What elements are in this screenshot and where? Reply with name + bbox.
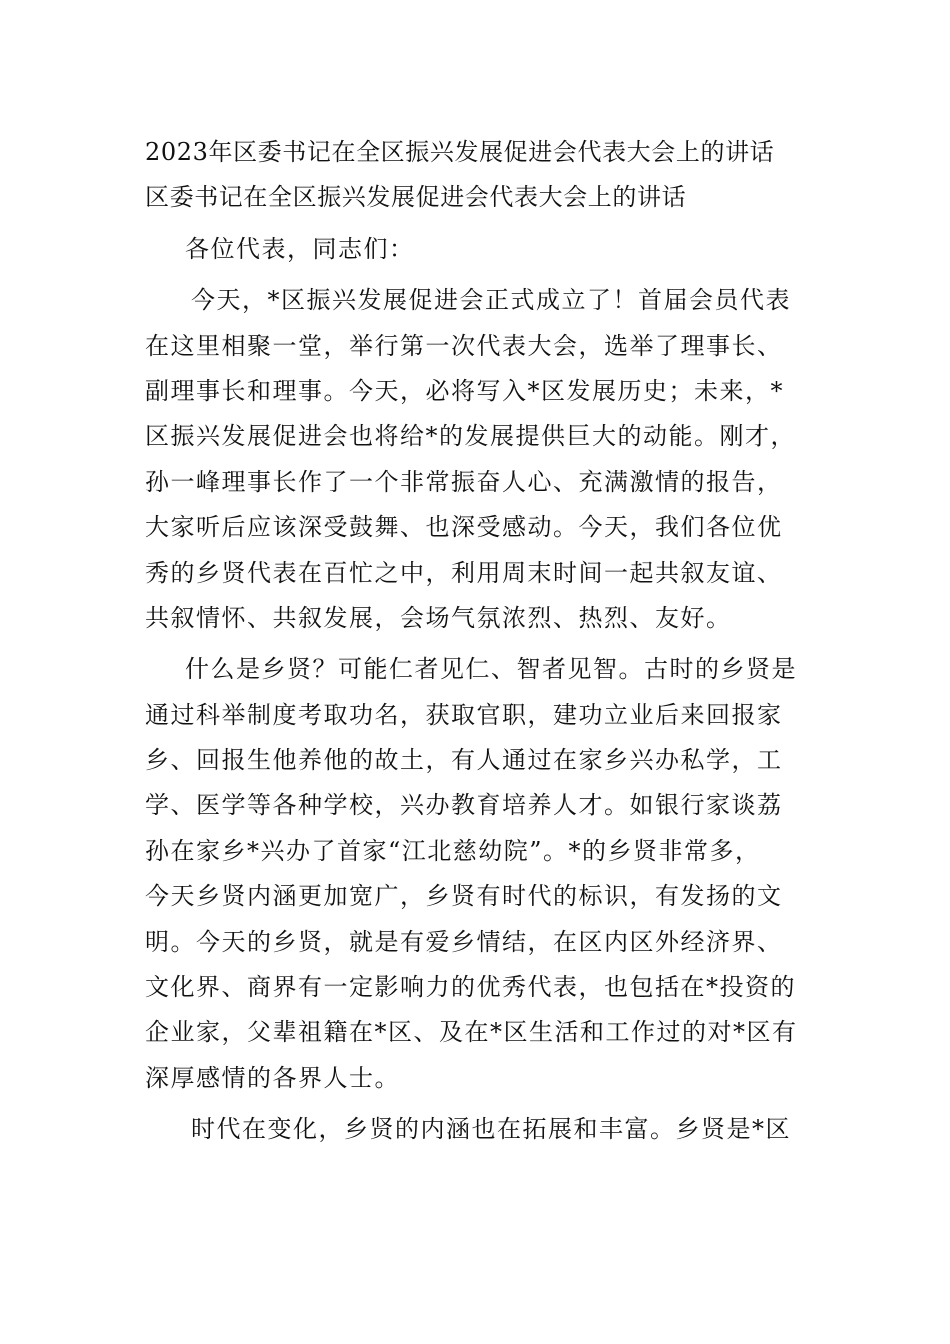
paragraph-line: 在这里相聚一堂，举行第一次代表大会，选举了理事长、 (145, 331, 783, 360)
paragraph-line: 秀的乡贤代表在百忙之中，利用周末时间一起共叙友谊、 (145, 558, 783, 587)
paragraph-line: 明。今天的乡贤，就是有爱乡情结，在区内区外经济界、 (145, 927, 783, 956)
paragraph-line: 学、医学等各种学校，兴办教育培养人才。如银行家谈荔 (145, 791, 783, 820)
paragraph-line: 大家听后应该深受鼓舞、也深受感动。今天，我们各位优 (145, 513, 783, 542)
paragraph-2 (145, 647, 810, 1101)
document-title: 2023年区委书记在全区振兴发展促进会代表大会上的讲话 (145, 138, 775, 166)
paragraph-line: 区振兴发展促进会也将给*的发展提供巨大的动能。刚才， (145, 422, 796, 451)
paragraph-line: 乡、回报生他养他的故土，有人通过在家乡兴办私学，工 (145, 746, 783, 775)
salutation: 各位代表，同志们： (185, 234, 415, 263)
paragraph-line: 副理事长和理事。今天，必将写入*区发展历史；未来，* (145, 376, 784, 405)
paragraph-line: 时代在变化，乡贤的内涵也在拓展和丰富。乡贤是*区 (191, 1115, 791, 1144)
paragraph-line: 孙一峰理事长作了一个非常振奋人心、充满激情的报告， (145, 467, 783, 496)
paragraph-line: 什么是乡贤？可能仁者见仁、智者见智。古时的乡贤是 (185, 655, 797, 684)
paragraph-1 (145, 278, 810, 641)
document-page (145, 130, 810, 1153)
document-subtitle: 区委书记在全区振兴发展促进会代表大会上的讲话 (145, 183, 687, 212)
paragraph-line: 孙在家乡*兴办了首家“江北慈幼院”。*的乡贤非常多， (145, 836, 761, 865)
paragraph-line: 今天，*区振兴发展促进会正式成立了！首届会员代表 (191, 286, 791, 315)
paragraph-line: 深厚感情的各界人士。 (145, 1063, 400, 1092)
paragraph-line: 共叙情怀、共叙发展，会场气氛浓烈、热烈、友好。 (145, 603, 732, 632)
paragraph-3 (145, 1107, 810, 1152)
paragraph-line: 企业家，父辈祖籍在*区、及在*区生活和工作过的对*区有 (145, 1018, 798, 1047)
paragraph-line: 文化界、商界有一定影响力的优秀代表，也包括在*投资的 (145, 973, 796, 1002)
paragraph-line: 通过科举制度考取功名，获取官职，建功立业后来回报家 (145, 700, 783, 729)
paragraph-line: 今天乡贤内涵更加宽广，乡贤有时代的标识，有发扬的文 (145, 882, 783, 911)
